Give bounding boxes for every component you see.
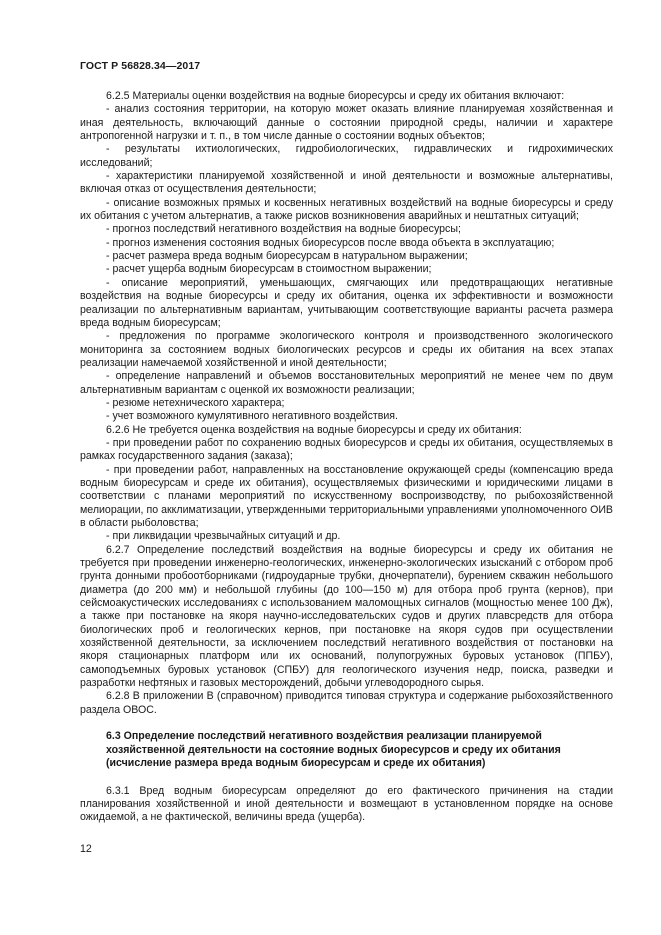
- paragraph-6-2-6: 6.2.6 Не требуется оценка воздействия на водные биоресурсы и среду их обитания:: [106, 423, 522, 436]
- list-item: - при ликвидации чрезвычайных ситуаций и др.: [106, 530, 341, 543]
- list-item: - описание мероприятий, уменьшающих, смягчающих или предотвращающих негативные воздействия на водные биоресурсы и среду их обитания, оценка их эффективности и возможности реализации по альтернативным вариантам, учитывающим соответствующие варианты расчета размера вреда водным биоресурсам;: [80, 276, 613, 329]
- list-item: - резюме нетехнического характера;: [106, 396, 285, 409]
- list-item: - прогноз последствий негативного воздействия на водные биоресурсы;: [106, 223, 461, 236]
- list-item: - при проведении работ, направленных на восстановление окружающей среды (компенсацию вреда водным биоресурсам и среде их обитания), осуществляемых физическими и юридическими лицами в соответствии с планами мероприятий по искусственному воспроизводству, по рыбохозяйственной мелиорации, по акклиматизации, утвержденными территориальными управлениями уполномоченного ОИВ в области рыболовства;: [80, 463, 613, 529]
- list-item: - учет возможного кумулятивного негативного воздействия.: [106, 410, 398, 423]
- paragraph-6-2-8: 6.2.8 В приложении В (справочном) приводится типовая структура и содержание рыбохозяйственного раздела ОВОС.: [80, 690, 613, 716]
- list-item: - анализ состояния территории, на которую может оказать влияние планируемая хозяйственная и иная деятельность, включающий данные о состоянии природной среды, наличии и характере антропогенной нагрузки и т. п., в том числе данные о состоянии водных объектов;: [80, 103, 613, 143]
- section-heading-6-3: 6.3 Определение последствий негативного воздействия реализации планируемой хозяйственной деятельности на состояние водных биоресурсов и среду их обитания (исчисление размера вреда водным биоресурсам и среде их обитания): [106, 730, 561, 770]
- list-item: - результаты ихтиологических, гидробиологических, гидравлических и гидрохимических исследований;: [80, 143, 613, 169]
- list-item: - расчет размера вреда водным биоресурсам в натуральном выражении;: [106, 250, 468, 263]
- page-number: 12: [80, 843, 92, 855]
- paragraph-6-2-7: 6.2.7 Определение последствий воздействия на водные биоресурсы и среду их обитания не требуется при проведении инженерно-геологических, инженерно-экологических изысканий с отбором проб грунта донными пробоотборниками (гидроударные трубки, дночерпатели), бурением скважин небольшого диаметра (до 200 мм) и небольшой глубины (до 100—150 м) для отбора проб грунта (кернов), при сейсмоакустических исследованиях с использованием маломощных сигналов (мощностью менее 100 Дж), а также при постановке на якоря научно-исследовательских судов и других плавсредств для отбора биологических проб и геологических кернов, при постановке на якоря судов при осуществлении хозяйственной деятельности, за исключением последствий негативного воздействия от постановки на якоря стационарных платформ или их оснований, полупогружных буровых установок (ППБУ), самоподъемных буровых установок (СПБУ) для геологического изучения недр, поиска, разведки и разработки нефтяных и газовых месторождений, добычи углеводородного сырья.: [80, 543, 613, 690]
- paragraph-6-3-1: 6.3.1 Вред водным биоресурсам определяют до его фактического причинения на стадии планирования хозяйственной и иной деятельности и возмещают в установленном порядке на основе ожидаемой, а не фактической, величины вреда (ущерба).: [80, 784, 613, 824]
- standard-header: ГОСТ Р 56828.34—2017: [80, 60, 201, 72]
- list-item: - расчет ущерба водным биоресурсам в стоимостном выражении;: [106, 263, 432, 276]
- list-item: - характеристики планируемой хозяйственной и иной деятельности и возможные альтернативы, включая отказ от осуществления деятельности;: [80, 170, 613, 196]
- list-item: - при проведении работ по сохранению водных биоресурсов и среды их обитания, осуществляемых в рамках государственного задания (заказа);: [80, 436, 613, 463]
- paragraph-6-2-5: 6.2.5 Материалы оценки воздействия на водные биоресурсы и среду их обитания включают:: [106, 90, 565, 102]
- list-item: - прогноз изменения состояния водных биоресурсов после ввода объекта в эксплуатацию;: [106, 236, 555, 249]
- list-item: - описание возможных прямых и косвенных негативных воздействий на водные биоресурсы и среду их обитания с учетом альтернатив, а также рисков возникновения аварийных и нештатных ситуаций;: [80, 196, 613, 223]
- document-body: [80, 90, 613, 825]
- list-item: - определение направлений и объемов восстановительных мероприятий не менее чем по двум альтернативным вариантам с оценкой их возможности реализации;: [80, 370, 613, 396]
- list-item: - предложения по программе экологического контроля и производственного экологического мониторинга за состоянием водных биологических ресурсов и среды их обитания на всех этапах реализации намечаемой хозяйственной и иной деятельности;: [80, 330, 613, 369]
